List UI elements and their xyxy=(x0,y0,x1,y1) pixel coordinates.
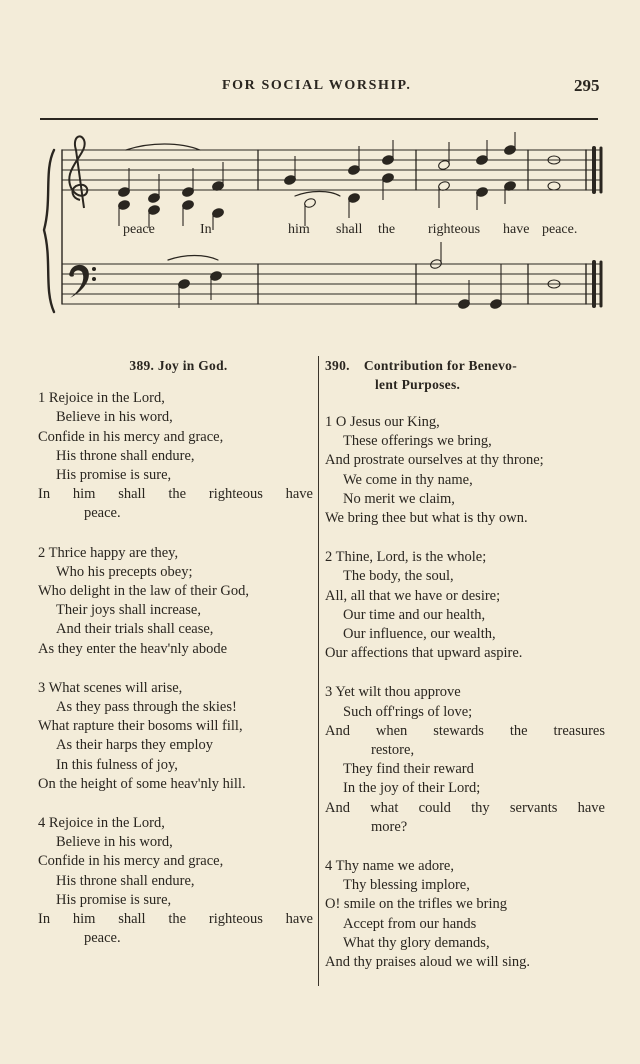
verse-line: His promise is sure, xyxy=(56,891,172,908)
verse-line: They find their reward xyxy=(343,761,474,778)
verse-line: In the joy of their Lord; xyxy=(343,780,481,797)
lyric-word: have xyxy=(503,222,530,237)
running-title: FOR SOCIAL WORSHIP. xyxy=(222,78,412,93)
lyric-word: the xyxy=(378,222,396,237)
verse-line: We bring thee but what is thy own. xyxy=(325,510,528,527)
verse-line: In him shall the righteous have xyxy=(38,486,313,503)
stanza-3 xyxy=(38,679,313,794)
stanza-1 xyxy=(325,413,605,528)
lyric-word: In xyxy=(200,222,212,237)
hymn-title: 389. Joy in God. xyxy=(129,358,228,373)
verse-line: No merit we claim, xyxy=(343,490,455,507)
hymn-390 xyxy=(325,356,605,992)
verse-line: Who his precepts obey; xyxy=(56,563,193,580)
hymn-title-line-1: Contribution for Benevo- xyxy=(363,358,518,373)
header-rule xyxy=(40,118,598,120)
verse-line: As their harps they employ xyxy=(56,737,214,754)
verse-line: 3 What scenes will arise, xyxy=(38,679,183,696)
verse-line: His throne shall endure, xyxy=(56,872,195,889)
verse-line: Our time and our health, xyxy=(343,606,486,623)
column-divider xyxy=(318,356,319,986)
verse-line: Confide in his mercy and grace, xyxy=(38,428,224,445)
verse-line: 3 Yet wilt thou approve xyxy=(325,684,461,701)
verse-line: And thy praises aloud we will sing. xyxy=(325,954,530,971)
bass-staff xyxy=(62,264,602,304)
lyric-word: him xyxy=(288,222,310,237)
verse-line: O! smile on the trifles we bring xyxy=(325,896,508,913)
verse-line: 4 Thy name we adore, xyxy=(325,858,454,875)
hymn-number: 390. xyxy=(325,358,350,373)
verse-line: What rapture their bosoms will fill, xyxy=(38,718,243,735)
verse-line: Our influence, our wealth, xyxy=(343,626,496,643)
music-lyrics xyxy=(120,222,600,242)
verse-line: Their joys shall increase, xyxy=(56,602,201,619)
stanza-2 xyxy=(325,548,605,663)
verse-line: The body, the soul, xyxy=(343,568,454,585)
hymn-389 xyxy=(38,356,313,968)
verse-line: 2 Thrice happy are they, xyxy=(38,544,179,561)
verse-line: peace. xyxy=(84,505,121,522)
treble-notes xyxy=(117,132,560,230)
verse-line: 1 O Jesus our King, xyxy=(325,414,440,430)
verse-line: And their trials shall cease, xyxy=(56,621,214,638)
verse-line: As they enter the heav'nly abode xyxy=(38,640,228,657)
verse-line: We come in thy name, xyxy=(343,471,473,488)
lyric-word: peace xyxy=(123,222,155,237)
verse-line: All, all that we have or desire; xyxy=(325,587,501,604)
stanza-3 xyxy=(325,683,605,837)
verse-line: His promise is sure, xyxy=(56,467,172,484)
verse-line: Thy blessing implore, xyxy=(343,877,470,894)
stanza-4 xyxy=(38,814,313,948)
page-number: 295 xyxy=(574,76,600,95)
bass-clef-icon xyxy=(69,265,96,298)
stanza-1 xyxy=(38,389,313,523)
verse-line: What thy glory demands, xyxy=(343,934,490,951)
running-head xyxy=(0,78,640,100)
verse-line: Our affections that upward aspire. xyxy=(325,645,523,662)
verse-line: Believe in his word, xyxy=(56,834,173,851)
treble-clef-icon xyxy=(69,136,87,208)
hymn-title xyxy=(325,356,605,394)
verse-line: As they pass through the skies! xyxy=(56,699,237,716)
verse-line: 4 Rejoice in the Lord, xyxy=(38,815,165,832)
verse-line: And prostrate ourselves at thy throne; xyxy=(325,452,544,469)
verse-line: And what could thy servants have xyxy=(325,799,605,816)
verse-line: restore, xyxy=(371,742,415,759)
stanza-4 xyxy=(325,857,605,972)
verse-line: In this fulness of joy, xyxy=(56,756,178,773)
verse-line: Such off'rings of love; xyxy=(343,703,473,720)
verse-line: Believe in his word, xyxy=(56,409,173,426)
system-brace xyxy=(44,150,54,312)
verse-line: Accept from our hands xyxy=(343,915,477,932)
verse-line: 2 Thine, Lord, is the whole; xyxy=(325,549,487,566)
treble-staff xyxy=(62,150,602,190)
lyric-word: peace. xyxy=(542,222,578,237)
verse-line: peace. xyxy=(84,930,121,947)
verse-line: In him shall the righteous have xyxy=(38,911,313,928)
stanza-2 xyxy=(38,544,313,659)
hymn-title-line-2: lent Purposes. xyxy=(375,377,461,392)
verse-line: On the height of some heav'nly hill. xyxy=(38,775,246,792)
verse-line: Confide in his mercy and grace, xyxy=(38,853,224,870)
verse-line: His throne shall endure, xyxy=(56,447,195,464)
lyric-word: shall xyxy=(336,222,363,237)
verse-line: These offerings we bring, xyxy=(343,433,492,450)
verse-line: 1 Rejoice in the Lord, xyxy=(38,390,165,407)
verse-line: And when stewards the treasures xyxy=(325,722,605,739)
verse-line: Who delight in the law of their God, xyxy=(38,583,250,600)
verse-line: more? xyxy=(371,818,408,835)
lyric-word: righteous xyxy=(428,222,481,237)
bass-notes xyxy=(177,242,560,310)
